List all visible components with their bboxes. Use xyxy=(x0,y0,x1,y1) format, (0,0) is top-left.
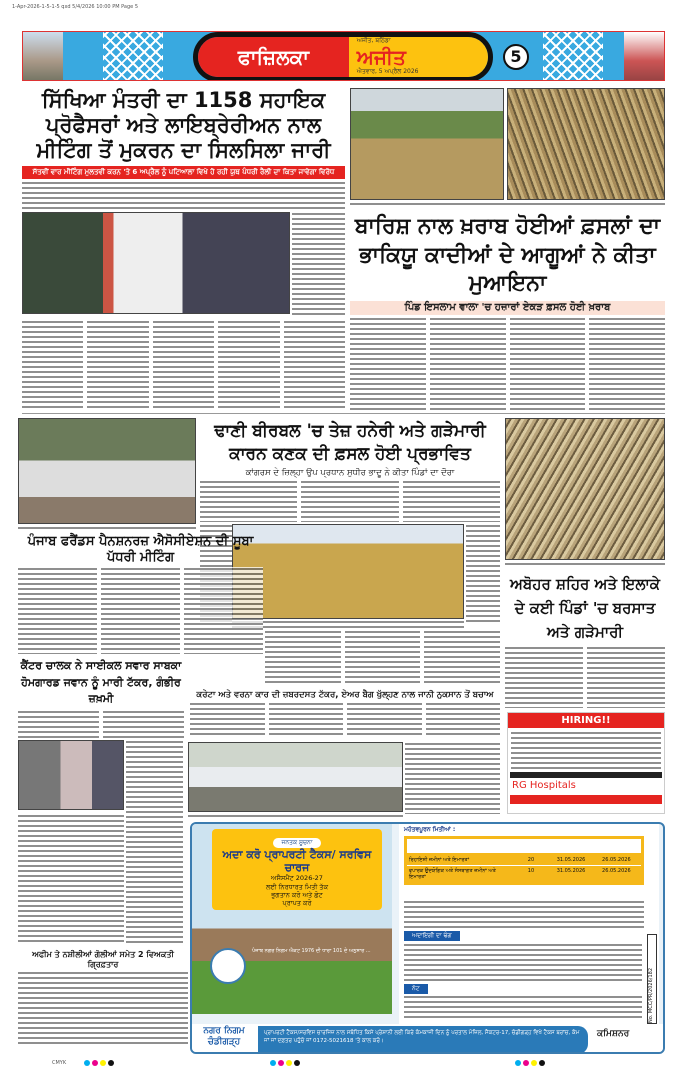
org-name: ਨਗਰ ਨਿਗਮ ਚੰਡੀਗੜ੍ਹ xyxy=(203,1026,245,1047)
car-crash-photo xyxy=(188,742,403,812)
field-photo xyxy=(350,88,504,200)
notice-line: ਅਸੈਸਮੈਂਟ 2026-27 xyxy=(271,874,323,883)
color-bar xyxy=(84,1060,114,1066)
payment-heading: ਅਦਾਇਗੀ ਦਾ ਢੰਗ xyxy=(404,931,460,941)
print-slug: 1-Apr-2026-1-5-1-5 qxd 5/4/2026 10:00 PM Page 5 xyxy=(12,4,138,10)
strap-s2: ਪਿੰਡ ਇਸਲਾਮ ਵਾਲਾ 'ਚ ਹਜ਼ਾਰਾਂ ਏਕੜ ਫ਼ਸਲ ਹੋਈ ਖ਼ਰਾਬ xyxy=(350,301,665,315)
hiring-brand: RG Hospitals xyxy=(512,780,576,791)
cell: 31.05.2026 xyxy=(556,868,586,874)
masthead-sub: ਅਜੀਤ, ਬਠਿੰਡਾ xyxy=(356,37,391,44)
notice-body: ਪੰਜਾਬ ਨਗਰ ਨਿਗਮ ਐਕਟ 1976 ਦੀ ਧਾਰਾ 101 ਦੇ ਅਨੁਸਾਰ ... xyxy=(252,948,371,954)
notice-line: ਲਈ ਨਿਰਧਾਰਤ ਮਿਤੀ ਤੱਕ xyxy=(265,882,329,891)
cell: 20 xyxy=(527,857,535,863)
pensioners-photo xyxy=(18,418,196,524)
photo-caption xyxy=(232,620,464,628)
headline-s7: ਕਰੇਟਾ ਅਤੇ ਵਰਨਾ ਕਾਰ ਦੀ ਜ਼ਬਰਦਸਤ ਟੱਕਰ, ਏਅਰ ਬੈਗ ਖੁੱਲ੍ਹਣ ਨਾਲ ਜਾਨੀ ਨੁਕਸਾਨ ਤੋਂ ਬਚਾਅ xyxy=(196,690,494,700)
subhead-s3: ਕਾਂਗਰਸ ਦੇ ਜ਼ਿਲ੍ਹਾ ਉਪ ਪ੍ਰਧਾਨ ਸੁਧੀਰ ਭਾਦੂ ਨੇ ਕੀਤਾ ਪਿੰਡਾਂ ਦਾ ਦੌਰਾ xyxy=(245,467,455,478)
note-heading: ਨੋਟ xyxy=(404,984,428,994)
commissioner-sign: ਕਮਿਸ਼ਨਰ xyxy=(597,1029,630,1039)
notice-footer: ਪ੍ਰਾਪਰਟੀ ਟੈਕਸ/ਸਰਵਿਸ ਚਾਰਜਿਜ਼ ਨਾਲ ਸਬੰਧਿਤ ਕਿਸੇ ਪ੍ਰੇਸ਼ਾਨੀ ਲਈ ਕਿਰੇ ਕੰਮਕਾਜੀ ਦਿਨ ਨੂੰ ਪਰਤਾਲ ਮੰਜ਼ਿਲ, ਸੈਕਟਰ-17, ਚੰਡੀਗੜ੍ਹ ਵਿਖੇ ਟੈਕਸ ਬਰਾਂਚ, ਕੰਮ ਜਾਂ ਜਾਂ ਦਫ਼ਤਰ ਪਹੁੰਚੋ ਜਾਂ 0172-5021618 'ਤੇ ਕਾਲ ਕਰੋ। xyxy=(258,1026,588,1054)
injured-photo xyxy=(18,740,124,810)
page-number: 5 xyxy=(503,44,529,70)
body-text xyxy=(22,181,345,210)
cell: ਰਿਹਾਇਸ਼ੀ ਜ਼ਮੀਨਾਂ ਅਤੇ ਇਮਾਰਤਾਂ xyxy=(409,857,470,863)
property-tax-notice-ad xyxy=(190,822,665,1054)
clock-tower-image xyxy=(23,32,63,80)
cell: 31.05.2026 xyxy=(556,857,586,863)
mc-logo xyxy=(210,948,246,984)
hiring-title: HIRING!! xyxy=(508,713,664,728)
paper-name: ਅਜੀਤ xyxy=(356,45,406,69)
headline-s6: ਕੈਂਟਰ ਚਾਲਕ ਨੇ ਸਾਈਕਲ ਸਵਾਰ ਸਾਬਕਾ ਹੋਮਗਾਰਡ ਜਵਾਨ ਨੂੰ ਮਾਰੀ ਟੱਕਰ, ਗੰਭੀਰ ਜ਼ਖ਼ਮੀ xyxy=(20,659,182,705)
headline-s1: ਸਿੱਖਿਆ ਮੰਤਰੀ ਦਾ 1158 ਸਹਾਇਕ ਪ੍ਰੋਫੈਸਰਾਂ ਅਤੇ ਲਾਇਬ੍ਰੇਰੀਅਨ ਨਾਲ ਮੀਟਿੰਗ ਤੋਂ ਮੁਕਰਨ ਦਾ ਸਿਲਸਿਲਾ ਜਾਰੀ xyxy=(36,88,331,163)
damaged-crop-photo xyxy=(505,418,665,560)
headline-s4: ਪੰਜਾਬ ਫਰੈਂਡਸ ਪੈਨਸ਼ਨਰਜ਼ ਐਸੋਸੀਏਸ਼ਨ ਦੀ ਸੂਬਾ ਪੱਧਰੀ ਮੀਟਿੰਗ xyxy=(27,534,254,565)
meeting-photo xyxy=(22,212,290,314)
dates-table xyxy=(404,836,644,885)
notice-line: ਭੁਗਤਾਨ ਕਰੋ ਅਤੇ ਛੋਟ xyxy=(271,890,323,899)
color-bar xyxy=(515,1060,545,1066)
dates-heading: ਮਹੱਤਵਪੂਰਨ ਮਿਤੀਆਂ : xyxy=(404,826,456,833)
body-text xyxy=(292,212,345,316)
cell: 26.05.2026 xyxy=(602,857,631,863)
notice-code: No. MCC/PR/2026/182 xyxy=(647,934,657,1024)
lattice-decoration xyxy=(103,32,163,80)
edition-name: ਫਾਜ਼ਿਲਕਾ xyxy=(198,37,349,77)
cmyk-label: CMYK xyxy=(52,1060,67,1066)
wheat-field-photo xyxy=(232,524,464,619)
masthead-date: ਐਤਵਾਰ, 5 ਅਪ੍ਰੈਲ 2026 xyxy=(356,68,419,76)
headline-s8: ਅਫੀਮ ਤੇ ਨਸ਼ੀਲੀਆਂ ਗੋਲੀਆਂ ਸਮੇਤ 2 ਵਿਅਕਤੀ ਗ੍ਰਿਫ਼ਤਾਰ xyxy=(32,950,174,969)
notice-tag: ਜਨਤਕ ਸੂਚਨਾ xyxy=(273,838,320,848)
cell: 26.05.2026 xyxy=(602,868,631,874)
headline-s5: ਅਬੋਹਰ ਸ਼ਹਿਰ ਅਤੇ ਇਲਾਕੇ ਦੇ ਕਈ ਪਿੰਡਾਂ 'ਚ ਬਰਸਾਤ ਅਤੇ ਗੜੇਮਾਰੀ xyxy=(510,575,660,641)
hiring-ad xyxy=(507,712,665,814)
notice-line: ਪ੍ਰਾਪਤ ਕਰੋ xyxy=(282,898,312,907)
photo-caption xyxy=(350,202,665,207)
crop-photo xyxy=(507,88,665,200)
cell: ਵਪਾਰਕ ਉਦਯੋਗਿਕ ਅਤੇ ਸੰਸਥਾਗਤ ਜ਼ਮੀਨਾਂ ਅਤੇ ਇਮਾਰਤਾਂ xyxy=(409,868,496,880)
strap-s1: ਸੱਤਵੀਂ ਵਾਰ ਮੀਟਿੰਗ ਮੁਲਤਵੀ ਕਰਨ 'ਤੇ 6 ਅਪ੍ਰੈਲ ਨੂੰ ਪਟਿਆਲਾ ਵਿਖੇ ਹੋ ਰਹੀ ਯੁਥ ਪੰਧਰੀ ਰੈਲੀ ਦਾ ਕਿਤਾ ਜਾਵੇਗਾ ਵਿਰੋਧ xyxy=(22,166,345,179)
headline-s3: ਢਾਣੀ ਬੀਰਬਲ 'ਚ ਤੇਜ਼ ਹਨੇਰੀ ਅਤੇ ਗੜੇਮਾਰੀ ਕਾਰਨ ਕਣਕ ਦੀ ਫ਼ਸਲ ਹੋਈ ਪ੍ਰਭਾਵਿਤ xyxy=(214,421,486,464)
lattice-decoration xyxy=(543,32,603,80)
fort-image xyxy=(624,32,664,80)
masthead xyxy=(22,31,665,81)
cell: 10 xyxy=(527,868,535,874)
notice-title: ਅਦਾ ਕਰੋ ਪ੍ਰਾਪਰਟੀ ਟੈਕਸ/ ਸਰਵਿਸ ਚਾਰਜ xyxy=(222,848,372,875)
color-bar xyxy=(270,1060,300,1066)
headline-s2: ਬਾਰਿਸ਼ ਨਾਲ ਖ਼ਰਾਬ ਹੋਈਆਂ ਫ਼ਸਲਾਂ ਦਾ ਭਾਕਿਯੂ ਕਾਦੀਆਂ ਦੇ ਆਗੂਆਂ ਨੇ ਕੀਤਾ ਮੁਆਇਨਾ xyxy=(354,214,661,297)
